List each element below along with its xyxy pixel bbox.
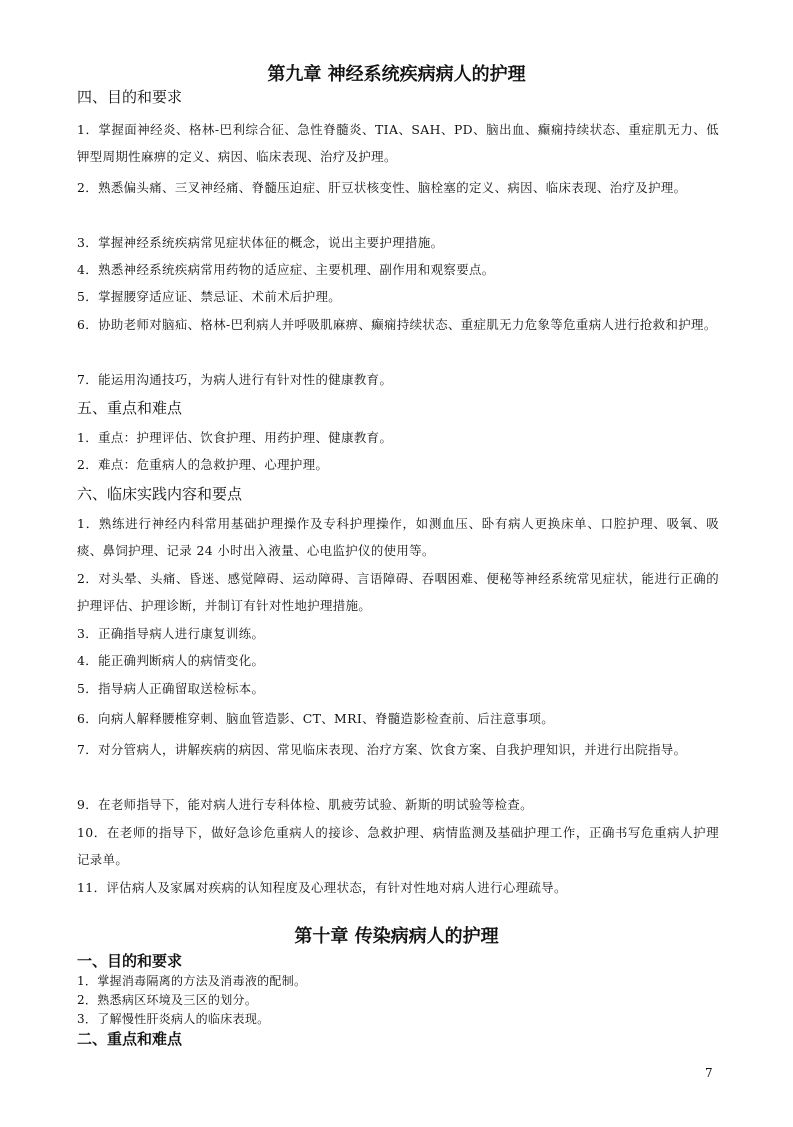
- list-item: 1．掌握消毒隔离的方法及消毒液的配制。: [77, 974, 307, 988]
- list-item: 7．对分管病人，讲解疾病的病因、常见临床表现、治疗方案、饮食方案、自我护理知识，并进行出院指导。: [77, 742, 687, 757]
- section-6-heading: 六、临床实践内容和要点: [77, 485, 243, 503]
- list-item: 11．评估病人及家属对疾病的认知程度及心理状态，有针对性地对病人进行心理疏导。: [77, 880, 567, 895]
- section-1-heading: 一、目的和要求: [77, 952, 183, 970]
- list-item: 1．重点：护理评估、饮食护理、用药护理、健康教育。: [77, 430, 393, 445]
- list-item: 7．能运用沟通技巧，为病人进行有针对性的健康教育。: [77, 372, 393, 387]
- list-item: 5．指导病人正确留取送检标本。: [77, 681, 265, 696]
- list-item: 6．协助老师对脑疝、格林-巴利病人并呼吸肌麻痹、癫痫持续状态、重症肌无力危象等危重病人进行抢救和护理。: [77, 317, 717, 332]
- section-2-heading: 二、重点和难点: [77, 1030, 183, 1048]
- list-item: 5．掌握腰穿适应证、禁忌证、术前术后护理。: [77, 289, 342, 304]
- list-item: 3．掌握神经系统疾病常见症状体征的概念，说出主要护理措施。: [77, 235, 444, 250]
- list-item: 9．在老师指导下，能对病人进行专科体检、肌疲劳试验、新斯的明试验等检查。: [77, 797, 533, 812]
- list-item: 1．熟练进行神经内科常用基础护理操作及专科护理操作，如测血压、卧有病人更换床单、口腔护理、吸氧、吸痰、鼻饲护理、记录 24 小时出入液量、心电监护仪的使用等。: [77, 516, 719, 558]
- list-item: 2．难点：危重病人的急救护理、心理护理。: [77, 457, 329, 472]
- list-item: 10．在老师的指导下，做好急诊危重病人的接诊、急救护理、病情监测及基础护理工作，正确书写危重病人护理记录单。: [77, 825, 719, 867]
- section-4-heading: 四、目的和要求: [77, 88, 183, 106]
- list-item: 1．掌握面神经炎、格林-巴利综合征、急性脊髓炎、TIA、SAH、PD、脑出血、癫痫持续状态、重症肌无力、低钾型周期性麻痹的定义、病因、临床表现、治疗及护理。: [77, 122, 719, 164]
- list-item: 3．正确指导病人进行康复训练。: [77, 626, 265, 641]
- section-5-heading: 五、重点和难点: [77, 399, 183, 417]
- page-number: 7: [705, 1066, 713, 1080]
- list-item: 2．熟悉病区环境及三区的划分。: [77, 993, 258, 1007]
- list-item: 2．熟悉偏头痛、三叉神经痛、脊髓压迫症、肝豆状核变性、脑栓塞的定义、病因、临床表现、治疗及护理。: [77, 180, 687, 195]
- list-item: 4．能正确判断病人的病情变化。: [77, 653, 265, 668]
- list-item: 4．熟悉神经系统疾病常用药物的适应症、主要机理、副作用和观察要点。: [77, 262, 495, 277]
- list-item: 6．向病人解释腰椎穿刺、脑血管造影、CT、MRI、脊髓造影检查前、后注意事项。: [77, 711, 555, 726]
- chapter-10-title: 第十章 传染病病人的护理: [294, 926, 499, 947]
- chapter-9-title: 第九章 神经系统疾病病人的护理: [267, 64, 526, 85]
- list-item: 2．对头晕、头痛、昏迷、感觉障碍、运动障碍、言语障碍、吞咽困难、便秘等神经系统常见症状，能进行正确的护理评估、护理诊断，并制订有针对性地护理措施。: [77, 571, 719, 613]
- list-item: 3．了解慢性肝炎病人的临床表现。: [77, 1012, 270, 1026]
